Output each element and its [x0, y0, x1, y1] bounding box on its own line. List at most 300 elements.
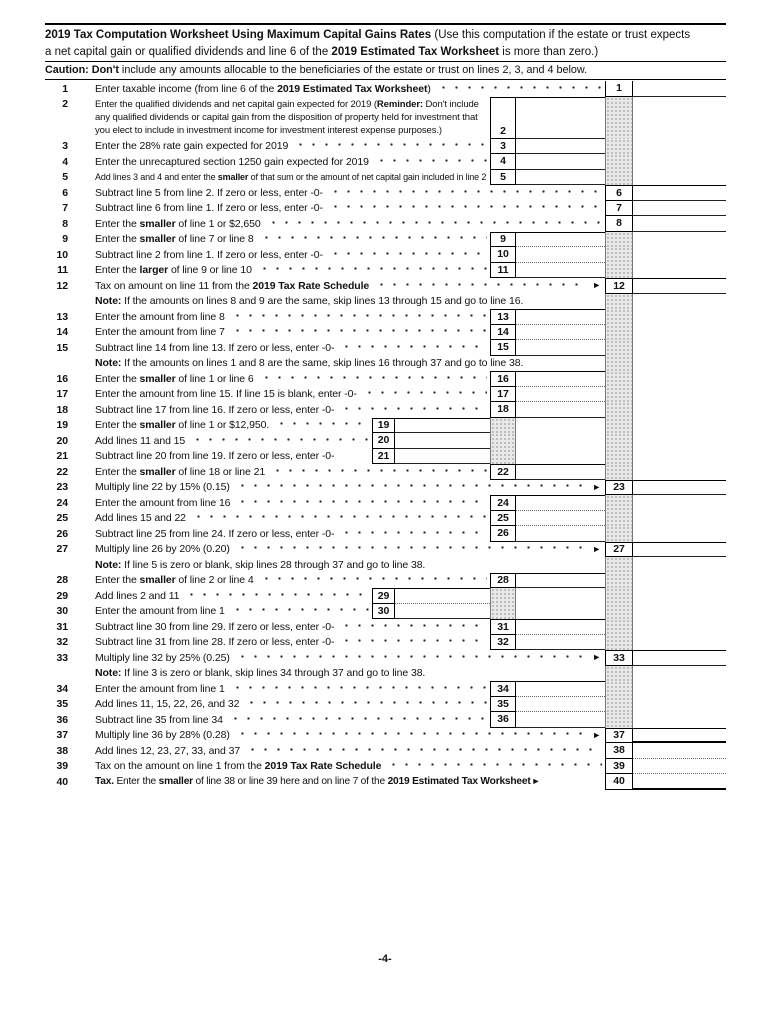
- blank-cell: [633, 495, 726, 511]
- line-description: [75, 404, 490, 416]
- amount-field: [633, 278, 726, 294]
- dot-leader: [264, 218, 602, 230]
- line-number-box: 16: [490, 371, 516, 387]
- line-description: [75, 326, 490, 338]
- dot-leader: [228, 683, 487, 695]
- shaded-cell: [605, 526, 633, 542]
- shaded-cell: [605, 495, 633, 511]
- worksheet-row: [45, 170, 726, 186]
- shaded-cell: [605, 309, 633, 325]
- amount-field: [516, 309, 605, 325]
- shaded-cell: [605, 433, 633, 449]
- shaded-cell: [605, 294, 633, 310]
- line-description-text: Subtract line 5 from line 2. If zero or less, enter -0-: [95, 186, 323, 199]
- worksheet-row: [45, 511, 726, 527]
- worksheet-row: [45, 449, 726, 465]
- line-description-text: Enter the amount from line 8: [95, 310, 225, 323]
- dot-leader: [291, 140, 487, 152]
- shaded-cell: [605, 97, 633, 139]
- line-description: [75, 559, 605, 571]
- line-description-text: Enter the smaller of line 1 or $2,650: [95, 217, 261, 230]
- amount-field: [633, 542, 726, 558]
- line-number: 10: [56, 248, 68, 261]
- line-description-text: Enter the amount from line 7: [95, 326, 225, 339]
- line-number-box: 32: [490, 635, 516, 651]
- worksheet-row: [45, 619, 726, 635]
- amount-field: [516, 619, 605, 635]
- worksheet-row: [45, 495, 726, 511]
- line-description: [75, 264, 490, 276]
- worksheet-row: [45, 402, 726, 418]
- worksheet-row: [45, 728, 726, 744]
- worksheet-row: [45, 263, 726, 279]
- worksheet-page: [45, 23, 726, 790]
- line-number: 15: [56, 341, 68, 354]
- white-cell: [516, 588, 605, 604]
- line-number-box: 23: [605, 480, 633, 496]
- blank-cell: [633, 170, 726, 186]
- line-description-text: Add lines 11 and 15: [95, 434, 186, 447]
- amount-field: [516, 511, 605, 527]
- shaded-cell: [605, 619, 633, 635]
- line-number-box: 6: [605, 185, 633, 201]
- horizontal-rule: [45, 79, 726, 80]
- line-number-box: 30: [372, 604, 395, 620]
- line-number: 8: [62, 217, 68, 230]
- worksheet-row: [45, 759, 726, 775]
- shaded-cell: [605, 666, 633, 682]
- line-description: [75, 373, 490, 385]
- line-number: 11: [57, 264, 68, 277]
- dot-leader: [257, 574, 487, 586]
- line-description-text: Subtract line 30 from line 29. If zero or less, enter -0-: [95, 620, 335, 633]
- line-description-text: Tax on amount on line 11 from the 2019 Tax Rate Schedule: [95, 279, 370, 292]
- line-description-text: Enter the smaller of line 1 or $12,950.: [95, 419, 270, 432]
- line-description: [75, 667, 605, 679]
- blank-cell: [633, 387, 726, 403]
- right-arrow-icon: ►: [592, 543, 601, 554]
- shaded-cell: [605, 604, 633, 620]
- worksheet-row: [45, 201, 726, 217]
- line-description: [75, 528, 490, 540]
- line-number-box: 28: [490, 573, 516, 589]
- right-arrow-icon: ►: [592, 280, 601, 291]
- amount-field: [516, 263, 605, 279]
- line-description: Enter the qualified dividends and net capital gain expected for 2019 (Reminder: Don't include any qualified dividends or capital gain from the disposition of property held for investment that you elect to include in investment income for investment interest expense purposes.): [95, 98, 479, 137]
- shaded-cell: [490, 433, 516, 449]
- blank-cell: [633, 557, 726, 573]
- line-description: [75, 342, 490, 354]
- white-cell: [516, 433, 605, 449]
- worksheet-rows: [45, 81, 726, 790]
- line-number-box: 38: [605, 743, 633, 759]
- line-number-box: 37: [605, 728, 633, 744]
- dot-leader: [337, 636, 487, 648]
- line-description: [75, 419, 372, 431]
- line-description: [75, 357, 605, 369]
- line-number: 14: [56, 326, 68, 339]
- dot-leader: [337, 342, 487, 354]
- line-number-box: 34: [490, 681, 516, 697]
- line-description-text: Enter the 28% rate gain expected for 2019: [95, 140, 289, 153]
- amount-field: [516, 139, 605, 155]
- worksheet-row: [45, 309, 726, 325]
- blank-cell: [633, 325, 726, 341]
- line-number-box: 31: [490, 619, 516, 635]
- blank-cell: [633, 681, 726, 697]
- shaded-cell: [605, 697, 633, 713]
- dot-leader: [228, 326, 487, 338]
- amount-field: [633, 480, 726, 496]
- line-number-box: 7: [605, 201, 633, 217]
- line-number-box: 18: [490, 402, 516, 418]
- white-cell: [516, 604, 605, 620]
- line-number: 16: [56, 372, 68, 385]
- dot-leader: [337, 621, 487, 633]
- amount-field: [516, 170, 605, 186]
- amount-field: [395, 418, 490, 434]
- dot-leader: [257, 373, 487, 385]
- worksheet-row: [45, 81, 726, 97]
- line-number: 24: [56, 496, 68, 509]
- amount-field: [516, 573, 605, 589]
- dot-leader: [233, 481, 588, 493]
- line-number-box: 27: [605, 542, 633, 558]
- shaded-cell: [490, 449, 516, 465]
- right-arrow-icon: ►: [531, 776, 541, 787]
- line-description: [75, 481, 605, 493]
- line-number-box: 10: [490, 247, 516, 263]
- amount-field: [516, 635, 605, 651]
- worksheet-row: [45, 247, 726, 263]
- line-number: 2: [62, 97, 68, 110]
- worksheet-row: [45, 743, 726, 759]
- blank-cell: [633, 619, 726, 635]
- blank-cell: [633, 526, 726, 542]
- line-number: 7: [62, 202, 68, 215]
- line-description: [75, 140, 490, 152]
- worksheet-row: [45, 433, 726, 449]
- amount-field: [633, 743, 726, 759]
- line-description-text: Note: If the amounts on lines 8 and 9 are the same, skip lines 13 through 15 and go to line 16.: [95, 295, 524, 308]
- amount-field: [633, 81, 726, 97]
- shaded-cell: [605, 387, 633, 403]
- dot-leader: [242, 698, 487, 710]
- amount-field: [395, 604, 490, 620]
- dot-leader: [228, 605, 369, 617]
- line-description: [75, 543, 605, 555]
- line-number: 5: [62, 171, 68, 184]
- worksheet-row: [45, 97, 726, 139]
- line-number-box: 26: [490, 526, 516, 542]
- blank-cell: [633, 635, 726, 651]
- caution-text: Caution: Don't include any amounts allocable to the beneficiaries of the estate or trust on lines 2, 3, and 4 below.: [45, 64, 588, 76]
- line-description: [75, 388, 490, 400]
- shaded-cell: [605, 635, 633, 651]
- line-number: 17: [56, 388, 68, 401]
- line-description: [75, 156, 490, 168]
- dot-leader: [360, 388, 487, 400]
- amount-field: [395, 588, 490, 604]
- shaded-cell: [605, 573, 633, 589]
- amount-field: [516, 154, 605, 170]
- note-row: [45, 356, 726, 372]
- line-number-box: 29: [372, 588, 395, 604]
- amount-field: [395, 449, 490, 465]
- shaded-cell: [605, 511, 633, 527]
- line-description-text: Enter the amount from line 15. If line 15 is blank, enter -0-: [95, 388, 357, 401]
- line-number: 30: [56, 605, 68, 618]
- line-description-text: Enter the larger of line 9 or line 10: [95, 264, 252, 277]
- line-number: 33: [56, 651, 68, 664]
- shaded-cell: [605, 449, 633, 465]
- note-row: [45, 557, 726, 573]
- line-description: [75, 760, 605, 772]
- line-number-box: 9: [490, 232, 516, 248]
- line-number: 35: [56, 698, 68, 711]
- line-description-text: Subtract line 31 from line 28. If zero or less, enter -0-: [95, 636, 335, 649]
- shaded-cell: [605, 340, 633, 356]
- line-description-text: Multiply line 26 by 20% (0.20): [95, 543, 230, 556]
- amount-field: [633, 759, 726, 775]
- line-number: 29: [56, 589, 68, 602]
- worksheet-row: [45, 697, 726, 713]
- line-number: 26: [56, 527, 68, 540]
- line-number-box: 19: [372, 418, 395, 434]
- amount-field: [516, 247, 605, 263]
- blank-cell: [633, 139, 726, 155]
- dot-leader: [434, 83, 602, 95]
- worksheet-row: [45, 418, 726, 434]
- line-description-text: Subtract line 20 from line 19. If zero or less, enter -0-: [95, 450, 335, 463]
- line-description: [75, 714, 490, 726]
- line-description: [75, 187, 605, 199]
- blank-cell: [633, 697, 726, 713]
- dot-leader: [233, 652, 588, 664]
- amount-field: [516, 371, 605, 387]
- line-description-text: Enter the smaller of line 1 or line 6: [95, 372, 254, 385]
- line-number-box: 3: [490, 139, 516, 155]
- dot-leader: [243, 745, 602, 757]
- line-description-text: Subtract line 25 from line 24. If zero or less, enter -0-: [95, 527, 335, 540]
- blank-cell: [633, 154, 726, 170]
- line-description-text: Add lines 12, 23, 27, 33, and 37: [95, 744, 241, 757]
- white-cell: [516, 418, 605, 434]
- white-cell: [516, 449, 605, 465]
- line-number: 31: [56, 620, 68, 633]
- line-description-text: Tax on the amount on line 1 from the 2019 Tax Rate Schedule: [95, 760, 382, 773]
- worksheet-row: [45, 650, 726, 666]
- line-description: [75, 218, 605, 230]
- amount-field: [395, 433, 490, 449]
- amount-field: [516, 232, 605, 248]
- amount-field: [516, 712, 605, 728]
- line-description: [75, 249, 490, 261]
- worksheet-row: [45, 712, 726, 728]
- line-number-box: 14: [490, 325, 516, 341]
- amount-field: [516, 387, 605, 403]
- worksheet-row: [45, 573, 726, 589]
- line-number-box: 24: [490, 495, 516, 511]
- line-number-box: 33: [605, 650, 633, 666]
- line-description-text: Enter the smaller of line 2 or line 4: [95, 574, 254, 587]
- line-number-box: 35: [490, 697, 516, 713]
- line-number-box: 21: [372, 449, 395, 465]
- line-number: 25: [56, 512, 68, 525]
- blank-cell: [633, 573, 726, 589]
- line-description-text: Subtract line 6 from line 1. If zero or less, enter -0-: [95, 202, 323, 215]
- amount-field: [633, 728, 726, 744]
- line-description: [75, 450, 372, 462]
- dot-leader: [337, 404, 487, 416]
- line-description-text: Enter the amount from line 1: [95, 605, 225, 618]
- shaded-cell: [490, 604, 516, 620]
- shaded-cell: [605, 712, 633, 728]
- dot-leader: [372, 156, 487, 168]
- line-description-text: Subtract line 17 from line 16. If zero or less, enter -0-: [95, 403, 335, 416]
- line-description: [75, 574, 490, 586]
- amount-field: [516, 402, 605, 418]
- dot-leader: [228, 311, 487, 323]
- worksheet-row: [45, 216, 726, 232]
- worksheet-row: [45, 542, 726, 558]
- line-number: 6: [62, 186, 68, 199]
- line-number: 20: [56, 434, 68, 447]
- blank-cell: [633, 232, 726, 248]
- line-number: 12: [56, 279, 68, 292]
- line-description-text: Tax. Enter the smaller of line 38 or line 39 here and on line 7 of the 2019 Estimated Tax Worksheet: [95, 776, 531, 788]
- shaded-cell: [605, 681, 633, 697]
- blank-cell: [633, 340, 726, 356]
- line-number-box: 39: [605, 759, 633, 775]
- line-description: [75, 745, 605, 757]
- line-description-text: Multiply line 36 by 28% (0.28): [95, 729, 230, 742]
- worksheet-row: [45, 232, 726, 248]
- shaded-cell: [605, 418, 633, 434]
- blank-cell: [633, 449, 726, 465]
- line-description: [75, 621, 490, 633]
- line-number: 4: [62, 155, 68, 168]
- line-description: [75, 698, 490, 710]
- line-number: 3: [62, 140, 68, 153]
- line-number: 21: [56, 450, 68, 463]
- line-description-text: Multiply line 32 by 25% (0.25): [95, 651, 230, 664]
- line-number: 32: [56, 636, 68, 649]
- blank-cell: [633, 309, 726, 325]
- amount-field: [516, 464, 605, 480]
- line-description: [75, 497, 490, 509]
- blank-cell: [633, 511, 726, 527]
- line-description-text: Multiply line 22 by 15% (0.15): [95, 481, 230, 494]
- line-number: 27: [56, 543, 68, 556]
- dot-leader: [326, 249, 487, 261]
- line-description: [75, 636, 490, 648]
- blank-cell: [633, 712, 726, 728]
- dot-leader: [233, 543, 588, 555]
- blank-cell: [633, 433, 726, 449]
- worksheet-row: [45, 387, 726, 403]
- worksheet-row: [45, 325, 726, 341]
- line-number-box: 13: [490, 309, 516, 325]
- line-description-text: Enter taxable income (from line 6 of the 2019 Estimated Tax Worksheet): [95, 82, 431, 95]
- dot-leader: [272, 419, 369, 431]
- line-description-text: Add lines 3 and 4 and enter the smaller of that sum or the amount of net capital gain included in line 2: [95, 172, 487, 183]
- line-number: 36: [56, 713, 68, 726]
- line-number: 18: [56, 403, 68, 416]
- line-number-box: 5: [490, 170, 516, 186]
- line-description: [75, 590, 372, 602]
- line-number: 40: [56, 775, 68, 788]
- line-description: [75, 172, 490, 182]
- blank-cell: [633, 604, 726, 620]
- shaded-cell: [605, 139, 633, 155]
- blank-cell: [633, 263, 726, 279]
- dot-leader: [337, 528, 487, 540]
- shaded-cell: [605, 402, 633, 418]
- line-description-text: Add lines 15 and 22: [95, 512, 186, 525]
- line-description: [75, 435, 372, 447]
- line-number: 23: [56, 481, 68, 494]
- shaded-cell: [605, 356, 633, 372]
- line-number: 13: [56, 310, 68, 323]
- dot-leader: [384, 760, 602, 772]
- line-number-box: 25: [490, 511, 516, 527]
- line-description-text: Note: If the amounts on lines 1 and 8 are the same, skip lines 16 through 37 and go to line 38.: [95, 357, 524, 370]
- dot-leader: [326, 202, 602, 214]
- line-number-box: 2: [490, 97, 516, 139]
- line-description-text: Enter the amount from line 1: [95, 682, 225, 695]
- amount-field: [516, 526, 605, 542]
- worksheet-row: [45, 371, 726, 387]
- shaded-cell: [605, 263, 633, 279]
- dot-leader: [255, 264, 487, 276]
- shaded-cell: [605, 325, 633, 341]
- dot-leader: [372, 280, 588, 292]
- line-number-box: 8: [605, 216, 633, 232]
- line-description-text: Subtract line 35 from line 34: [95, 713, 223, 726]
- amount-field: [516, 340, 605, 356]
- line-description-text: Enter the amount from line 16: [95, 496, 231, 509]
- blank-cell: [633, 464, 726, 480]
- line-description: [75, 202, 605, 214]
- dot-leader: [326, 187, 602, 199]
- worksheet-row: [45, 635, 726, 651]
- dot-leader: [189, 512, 487, 524]
- line-number-box: 22: [490, 464, 516, 480]
- line-number-box: 40: [605, 774, 633, 790]
- line-number-box: 15: [490, 340, 516, 356]
- line-description-text: Enter the unrecaptured section 1250 gain expected for 2019: [95, 155, 369, 168]
- worksheet-row: [45, 278, 726, 294]
- line-number: 37: [56, 729, 68, 742]
- line-number-box: 17: [490, 387, 516, 403]
- line-number-box: 12: [605, 278, 633, 294]
- dot-leader: [257, 233, 487, 245]
- amount-field: [516, 325, 605, 341]
- shaded-cell: [605, 557, 633, 573]
- line-number-box: 1: [605, 81, 633, 97]
- dot-leader: [233, 729, 588, 741]
- shaded-cell: [490, 418, 516, 434]
- line-description: [75, 83, 605, 95]
- line-description-text: Note: If line 3 is zero or blank, skip lines 34 through 37 and go to line 38.: [95, 667, 426, 680]
- shaded-cell: [605, 170, 633, 186]
- line-number: 39: [56, 760, 68, 773]
- worksheet-row: [45, 681, 726, 697]
- line-description-text: Add lines 11, 15, 22, 26, and 32: [95, 698, 240, 711]
- worksheet-row: [45, 604, 726, 620]
- line-number-box: 4: [490, 154, 516, 170]
